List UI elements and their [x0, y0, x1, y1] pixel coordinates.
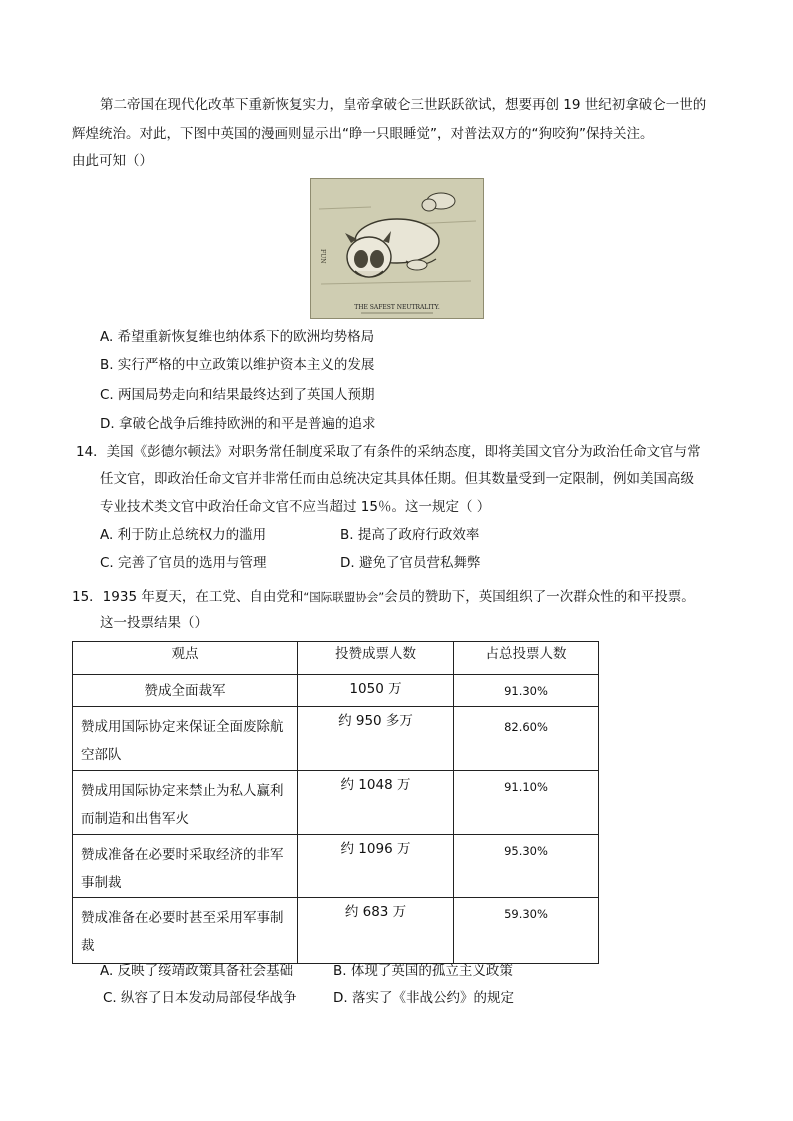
q13-stem-line1: 第二帝国在现代化改革下重新恢复实力，皇帝拿破仑三世跃跃欲试，想要再创 19 世纪初拿破仑一世的	[100, 97, 707, 113]
header-percent: 占总投票人数	[454, 642, 599, 675]
table-row	[73, 707, 599, 771]
vote-results-table	[72, 641, 599, 964]
row-votes: 约 950 多万	[298, 707, 454, 771]
row-view: 赞成用国际协定来保证全面废除航空部队	[73, 707, 298, 771]
q13-stem-line3: 由此可知（）	[72, 153, 153, 169]
header-view: 观点	[73, 642, 298, 675]
q13-option-b[interactable]: B. 实行严格的中立政策以维护资本主义的发展	[100, 357, 375, 373]
table-row	[73, 675, 599, 707]
q15-stem-line2: 这一投票结果（）	[100, 615, 208, 631]
q15-option-c[interactable]: C. 纵容了日本发动局部侵华战争	[103, 990, 297, 1006]
q13-option-c[interactable]: C. 两国局势走向和结果最终达到了英国人预期	[100, 387, 375, 403]
q14-option-b[interactable]: B. 提高了政府行政效率	[340, 527, 480, 543]
cartoon-drawing	[311, 179, 483, 318]
row-votes: 1050 万	[298, 675, 454, 707]
q15-stem-part1: 15．1935 年夏天，在工党、自由党和	[72, 589, 304, 605]
row-votes: 约 1048 万	[298, 771, 454, 835]
table-header-row	[73, 642, 599, 675]
row-percent: 91.10%	[454, 771, 599, 835]
q14-option-d[interactable]: D. 避免了官员营私舞弊	[340, 555, 481, 571]
q14-stem-line1: 14．美国《彭德尔顿法》对职务常任制度采取了有条件的采纳态度，即将美国文官分为政治任命文官与常	[76, 444, 701, 460]
q13-option-d[interactable]: D. 拿破仑战争后维持欧洲的和平是普遍的追求	[100, 416, 376, 432]
table-row	[73, 835, 599, 898]
q15-option-b[interactable]: B. 体现了英国的孤立主义政策	[333, 963, 513, 979]
q15-option-d[interactable]: D. 落实了《非战公约》的规定	[333, 990, 514, 1006]
row-view: 赞成全面裁军	[73, 675, 298, 707]
row-votes: 约 1096 万	[298, 835, 454, 898]
cartoon-caption: THE SAFEST NEUTRALITY.	[354, 304, 440, 311]
row-view: 赞成用国际协定来禁止为私人赢利而制造和出售军火	[73, 771, 298, 835]
row-view: 赞成准备在必要时甚至采用军事制裁	[73, 898, 298, 964]
q15-option-a[interactable]: A. 反映了绥靖政策具备社会基础	[100, 963, 294, 979]
q13-stem-line2: 辉煌统治。对此，下图中英国的漫画则显示出“睁一只眼睡觉”，对普法双方的“狗咬狗”保持关注。	[72, 126, 654, 142]
row-percent: 95.30%	[454, 835, 599, 898]
table-row	[73, 771, 599, 835]
q15-stem-part2: 会员的赞助下，英国组织了一次群众性的和平投票。	[384, 589, 695, 605]
header-votes: 投赞成票人数	[298, 642, 454, 675]
row-percent: 82.60%	[454, 707, 599, 771]
row-view: 赞成准备在必要时采取经济的非军事制裁	[73, 835, 298, 898]
q13-option-a[interactable]: A. 希望重新恢复维也纳体系下的欧洲均势格局	[100, 329, 375, 345]
q14-stem-line2: 任文官，即政治任命文官并非常任而由总统决定其具体任期。但其数量受到一定限制，例如美国高级	[100, 471, 694, 487]
row-votes: 约 683 万	[298, 898, 454, 964]
table-row	[73, 898, 599, 964]
cartoon-image	[310, 178, 484, 319]
q15-org-name: “国际联盟协会”	[303, 590, 385, 604]
q14-option-a[interactable]: A. 利于防止总统权力的滥用	[100, 527, 267, 543]
cartoon-side-label: FUN	[319, 249, 326, 264]
q14-stem-line3: 专业技术类文官中政治任命文官不应当超过 15％。这一规定（ ）	[100, 499, 491, 515]
row-percent: 59.30%	[454, 898, 599, 964]
q14-option-c[interactable]: C. 完善了官员的选用与管理	[100, 555, 267, 571]
q15-stem-line1	[72, 587, 695, 607]
row-percent: 91.30%	[454, 675, 599, 707]
